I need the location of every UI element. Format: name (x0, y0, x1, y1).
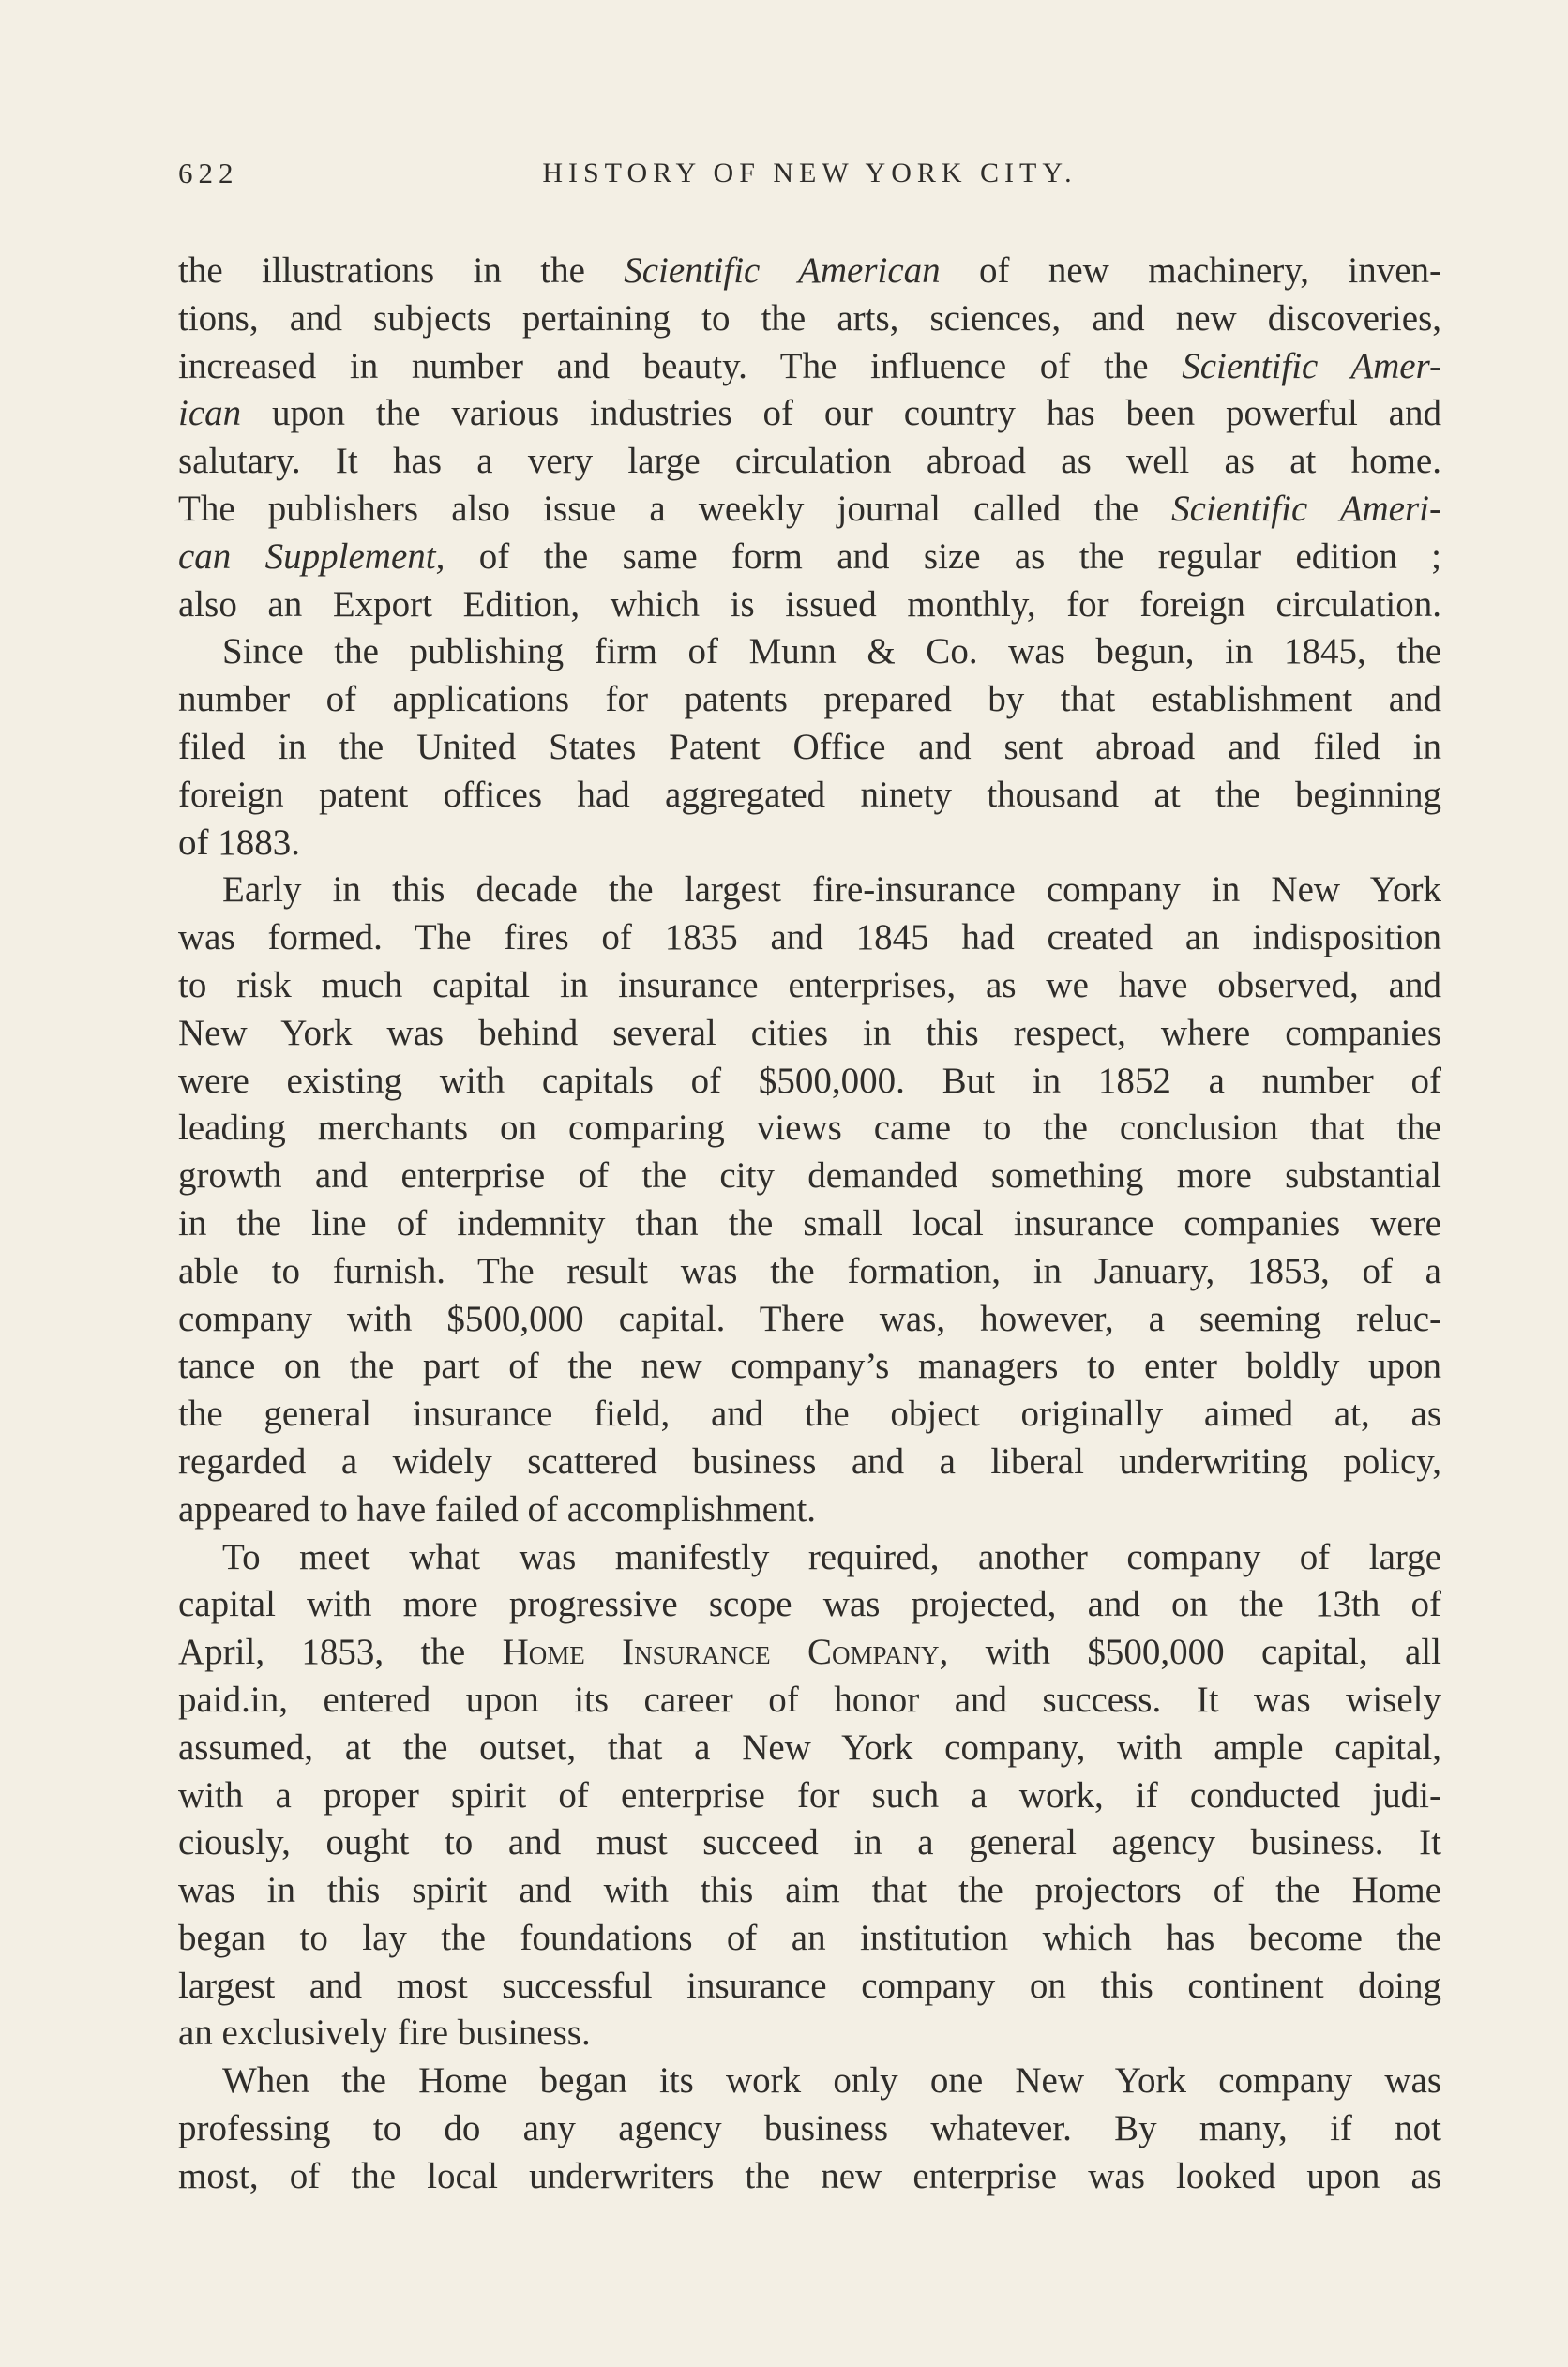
italic-title: ican (178, 393, 242, 434)
text-line (178, 1867, 1441, 1915)
text-line (178, 1248, 1441, 1296)
text-segment: New York was behind several cities in this respect, where companies (178, 1012, 1441, 1053)
text-segment: was formed. The fires of 1835 and 1845 had created an indisposition (178, 917, 1441, 958)
text-line (178, 581, 1441, 629)
text-line (178, 867, 1441, 914)
text-segment: regarded a widely scattered business and a liberal underwriting policy, (178, 1440, 1441, 1482)
text-line (178, 1058, 1441, 1106)
text-segment: with a proper spirit of enterprise for such a work, if conducted judi- (178, 1774, 1441, 1816)
text-segment: of 1883. (178, 822, 300, 863)
text-line (178, 390, 1441, 438)
page-number: 622 (178, 157, 239, 189)
italic-title: can Supplement, (178, 535, 445, 577)
text-segment: tance on the part of the new company’s managers to enter boldly upon (178, 1346, 1441, 1387)
text-line (178, 2105, 1441, 2153)
text-segment: an exclusively fire business. (178, 2013, 591, 2054)
text-segment: ciously, ought to and must succeed in a general agency business. It (178, 1822, 1441, 1863)
text-segment: were existing with capitals of $500,000. But in 1852 a number of (178, 1060, 1441, 1101)
text-line (178, 2058, 1441, 2105)
text-segment: to risk much capital in insurance enterprises, as we have observed, and (178, 964, 1441, 1005)
text-line (178, 1010, 1441, 1058)
text-line (178, 1343, 1441, 1391)
text-line (178, 295, 1441, 343)
text-segment: number of applications for patents prepared by that establishment and (178, 679, 1441, 720)
text-segment: Since the publishing firm of Munn & Co. was begun, in 1845, the (222, 631, 1441, 672)
text-segment: filed in the United States Patent Office and sent abroad and filed in (178, 726, 1441, 767)
text-segment: upon the various industries of our country has been powerful and (241, 393, 1441, 434)
paragraph (178, 867, 1441, 1533)
text-line (178, 2153, 1441, 2201)
italic-title: Scientific American (624, 250, 941, 291)
text-line (178, 1296, 1441, 1344)
italic-title: Scientific Amer- (1182, 345, 1441, 386)
paragraph (178, 628, 1441, 867)
text-segment: paid.in, entered upon its career of honor and success. It was wisely (178, 1679, 1441, 1720)
text-line (178, 820, 1441, 867)
paragraph (178, 248, 1441, 628)
text-segment: of new machinery, inven- (940, 250, 1441, 291)
text-line (178, 772, 1441, 820)
text-line (178, 1581, 1441, 1629)
text-line (178, 1486, 1441, 1534)
text-line (178, 676, 1441, 724)
text-line (178, 2010, 1441, 2058)
paragraph (178, 1534, 1441, 2058)
text-segment: Early in this decade the largest fire-insurance company in New York (222, 869, 1441, 911)
text-line (178, 1819, 1441, 1867)
text-line (178, 1677, 1441, 1725)
body-text (178, 248, 1441, 2201)
text-line (178, 1915, 1441, 1963)
text-segment: appeared to have failed of accomplishment. (178, 1488, 817, 1530)
text-segment: increased in number and beauty. The influence of the (178, 345, 1183, 386)
text-segment: leading merchants on comparing views came to the conclusion that the (178, 1108, 1441, 1149)
italic-title: Scientific Ameri- (1171, 488, 1441, 529)
text-line (178, 1391, 1441, 1439)
text-segment: professing to do any agency business whatever. By many, if not (178, 2108, 1441, 2149)
text-line (178, 534, 1441, 581)
text-line (178, 1534, 1441, 1582)
text-line (178, 1725, 1441, 1772)
text-line (178, 962, 1441, 1010)
text-segment: foreign patent offices had aggregated ninety thousand at the beginning (178, 774, 1441, 815)
text-line (178, 1200, 1441, 1248)
text-segment: company with $500,000 capital. There was, however, a seeming reluc- (178, 1298, 1441, 1339)
text-segment: most, of the local underwriters the new enterprise was looked upon as (178, 2155, 1441, 2196)
text-line (178, 1105, 1441, 1153)
text-segment: the general insurance field, and the object originally aimed at, as (178, 1394, 1441, 1435)
text-line (178, 1772, 1441, 1820)
text-line (178, 1963, 1441, 2011)
text-line (178, 1629, 1441, 1677)
text-segment: , with $500,000 capital, all (939, 1632, 1441, 1673)
text-segment: tions, and subjects pertaining to the arts, sciences, and new discoveries, (178, 297, 1441, 339)
text-segment: salutary. It has a very large circulation abroad as well as at home. (178, 441, 1441, 482)
text-segment: in the line of indemnity than the small local insurance companies were (178, 1202, 1441, 1244)
text-segment: When the Home began its work only one New York company was (222, 2060, 1441, 2102)
text-line (178, 724, 1441, 772)
text-segment: growth and enterprise of the city demanded something more substantial (178, 1155, 1441, 1197)
text-segment: The publishers also issue a weekly journal called the (178, 488, 1172, 529)
text-segment: capital with more progressive scope was projected, and on the 13th of (178, 1584, 1441, 1625)
text-segment: able to furnish. The result was the formation, in January, 1853, of a (178, 1250, 1441, 1291)
text-segment: was in this spirit and with this aim that the projectors of the Home (178, 1870, 1441, 1911)
paragraph (178, 2058, 1441, 2200)
text-line (178, 343, 1441, 391)
text-segment: began to lay the foundations of an institution which has become the (178, 1917, 1441, 1958)
text-segment: assumed, at the outset, that a New York company, with ample capital, (178, 1726, 1441, 1768)
text-segment: of the same form and size as the regular edition ; (445, 535, 1442, 577)
text-segment: the illustrations in the (178, 250, 625, 291)
small-caps-company-name: Home Insurance Company (502, 1632, 940, 1673)
running-title: HISTORY OF NEW YORK CITY. (542, 158, 1078, 188)
text-line (178, 914, 1441, 962)
text-line (178, 1439, 1441, 1486)
text-line (178, 248, 1441, 295)
text-line (178, 1153, 1441, 1200)
text-segment: also an Export Edition, which is issued monthly, for foreign circulation. (178, 583, 1441, 625)
text-segment: April, 1853, the (178, 1632, 503, 1673)
text-segment: largest and most successful insurance company on this continent doing (178, 1965, 1441, 2006)
text-line (178, 438, 1441, 486)
text-line (178, 486, 1441, 534)
text-segment: To meet what was manifestly required, another company of large (222, 1536, 1441, 1577)
page-header (178, 152, 1441, 195)
text-line (178, 628, 1441, 676)
